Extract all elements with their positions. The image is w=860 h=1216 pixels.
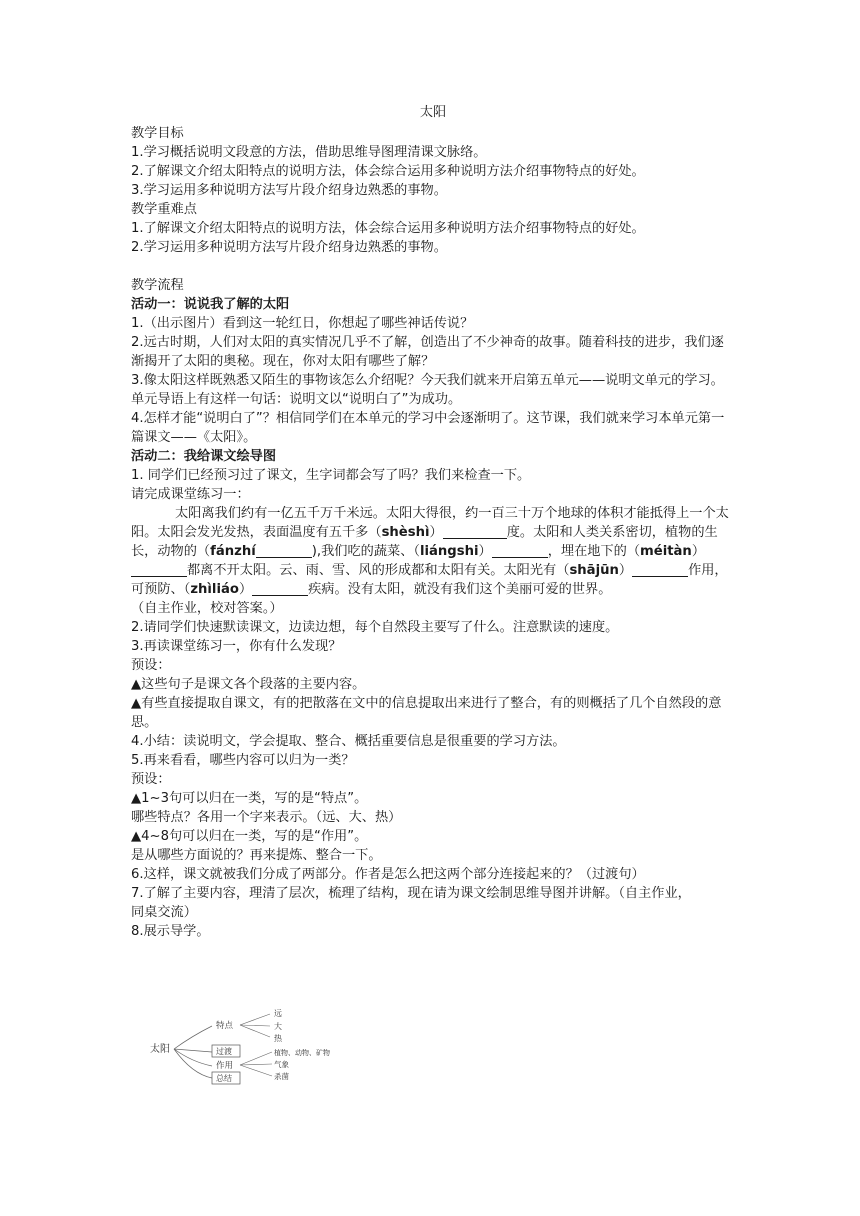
connector-line	[240, 1025, 270, 1037]
keypoints-heading: 教学重难点	[131, 202, 197, 217]
connector-line	[240, 1065, 272, 1076]
exercise-text: ),我们吃的蔬菜、（	[311, 544, 420, 559]
connector-line	[240, 1025, 270, 1026]
mindmap-feature: 特点	[216, 1021, 234, 1031]
effect-item: 植物、动物、矿物	[274, 1049, 330, 1057]
connector-line	[240, 1052, 272, 1065]
preset-item: 哪些特点？各用一个字来表示。（远、大、热）	[131, 810, 402, 825]
activity2-item: 同桌交流）	[131, 905, 197, 920]
activity2-heading: 活动二：我给课文绘导图	[131, 449, 277, 464]
activity1-heading: 活动一：说说我了解的太阳	[131, 297, 290, 312]
exercise-text: ）	[238, 582, 253, 597]
exercise-text: 太阳离我们约有一亿五千万千米远。太阳大得很，约一百三十万个地球的体积才能抵得上一个太阳。太阳会发光发热，表面温度有五千多（	[131, 506, 729, 540]
exercise-text: ）	[429, 525, 443, 540]
connector-line	[174, 1026, 212, 1049]
mindmap-root: 太阳	[150, 1044, 170, 1055]
pinyin-liangshi: liángshi	[419, 544, 479, 559]
fill-blank	[443, 524, 507, 539]
preset-item: ▲这些句子是课文各个段落的主要内容。	[131, 677, 366, 692]
goals-heading: 教学目标	[131, 126, 184, 141]
goal-item: 3.学习运用多种说明方法写片段介绍身边熟悉的事物。	[131, 183, 447, 198]
fill-blank	[492, 543, 548, 558]
preset-item: ▲4~8句可以归在一类，写的是“作用”。	[131, 829, 368, 844]
exercise-text: ）	[691, 544, 706, 559]
fill-blank	[256, 543, 312, 558]
keypoint-item: 2.学习运用多种说明方法写片段介绍身边熟悉的事物。	[131, 240, 447, 255]
goal-item: 1.学习概括说明文段意的方法，借助思维导图理清课文脉络。	[131, 145, 487, 160]
activity2-item: 6.这样，课文就被我们分成了两部分。作者是怎么把这两个部分连接起来的？（过渡句）	[131, 867, 645, 882]
activity2-item: 2.请同学们快速默读课文，边读边想，每个自然段主要写了什么。注意默读的速度。	[131, 620, 619, 635]
activity2-item: 7.了解了主要内容，理清了层次，梳理了结构，现在请为课文绘制思维导图并讲解。（自主作业，	[131, 886, 691, 901]
keypoint-item: 1.了解课文介绍太阳特点的说明方法，体会综合运用多种说明方法介绍事物特点的好处。	[131, 221, 645, 236]
activity1-item: 3.像太阳这样既熟悉又陌生的事物该怎么介绍呢？今天我们就来开启第五单元——说明文单元的学习。单元导语上有这样一句话：说明文以“说明白了”为成功。	[131, 373, 724, 407]
exercise-text: ）	[618, 563, 633, 578]
pinyin-meitan: méitàn	[640, 544, 692, 559]
activity2-item: 1. 同学们已经预习过了课文，生字词都会写了吗？我们来检查一下。	[131, 468, 531, 483]
mindmap-summary: 总结	[216, 1074, 232, 1083]
preset-item: ▲有些直接提取自课文，有的把散落在文中的信息提取出来进行了整合，有的则概括了几个自然段的意思。	[131, 696, 722, 730]
fill-blank	[252, 581, 308, 596]
effect-item: 杀菌	[274, 1072, 289, 1081]
activity1-item: 2.远古时期，人们对太阳的真实情况几乎不了解，创造出了不少神奇的故事。随着科技的进步，我们逐渐揭开了太阳的奥秘。现在，你对太阳有哪些了解？	[131, 335, 724, 369]
exercise-text: 疾病。没有太阳，就没有我们这个美丽可爱的世界。	[308, 582, 612, 597]
mind-map	[140, 1006, 380, 1090]
effect-item: 气象	[274, 1060, 289, 1069]
connector-line	[240, 1064, 272, 1065]
mindmap-effect: 作用	[216, 1061, 234, 1071]
exercise-text: 作用，可预防、（	[131, 563, 728, 597]
preset-item: 是从哪些方面说的？再来提炼、整合一下。	[131, 848, 382, 863]
preset-label: 预设：	[131, 658, 171, 673]
pinyin-zhiliao: zhìliáo	[190, 582, 239, 597]
feature-item: 远	[274, 1009, 282, 1018]
flow-heading: 教学流程	[131, 278, 184, 293]
exercise-text: ）	[478, 544, 492, 559]
goal-item: 2.了解课文介绍太阳特点的说明方法，体会综合运用多种说明方法介绍事物特点的好处。	[131, 164, 645, 179]
fill-blank	[131, 562, 187, 577]
document-body	[131, 103, 735, 941]
pinyin-fanzhi: fánzhí	[210, 544, 256, 559]
fill-blank	[632, 562, 688, 577]
pinyin-shajun: shājūn	[569, 563, 619, 578]
feature-item: 热	[274, 1034, 282, 1043]
self-check-note: （自主作业，校对答案。）	[131, 601, 283, 616]
activity1-item: 4.怎样才能“说明白了”？相信同学们在本单元的学习中会逐渐明了。这节课，我们就来学习本单元第一篇课文——《太阳》。	[131, 411, 725, 445]
document-title: 太阳	[419, 105, 447, 120]
activity2-item: 8.展示导学。	[131, 924, 210, 939]
exercise-intro: 请完成课堂练习一：	[131, 487, 250, 502]
exercise-text: 都离不开太阳。云、雨、雪、风的形成都和太阳有关。太阳光有（	[187, 563, 570, 578]
activity2-item: 3.再读课堂练习一，你有什么发现？	[131, 639, 342, 654]
pinyin-shesi: shèshì	[381, 525, 430, 540]
feature-item: 大	[274, 1022, 282, 1031]
exercise-text: 度。太阳和人类关系密切，植物的生长，动物的（	[131, 525, 718, 559]
mindmap-transition: 过渡	[216, 1047, 232, 1056]
activity1-item: 1.（出示图片）看到这一轮红日，你想起了哪些神话传说？	[131, 316, 474, 331]
preset-label: 预设：	[131, 772, 171, 787]
connector-line	[240, 1014, 270, 1025]
exercise-paragraph	[131, 504, 735, 599]
activity2-item: 5.再来看看，哪些内容可以归为一类？	[131, 753, 355, 768]
activity2-item: 4.小结：读说明文，学会提取、整合、概括重要信息是很重要的学习方法。	[131, 734, 566, 749]
mind-map-svg	[140, 1006, 380, 1090]
connector-line	[174, 1049, 212, 1052]
exercise-text: ，埋在地下的（	[547, 544, 641, 559]
connector-line	[174, 1049, 212, 1078]
preset-item: ▲1~3句可以归在一类，写的是“特点”。	[131, 791, 368, 806]
spacer	[131, 257, 735, 276]
